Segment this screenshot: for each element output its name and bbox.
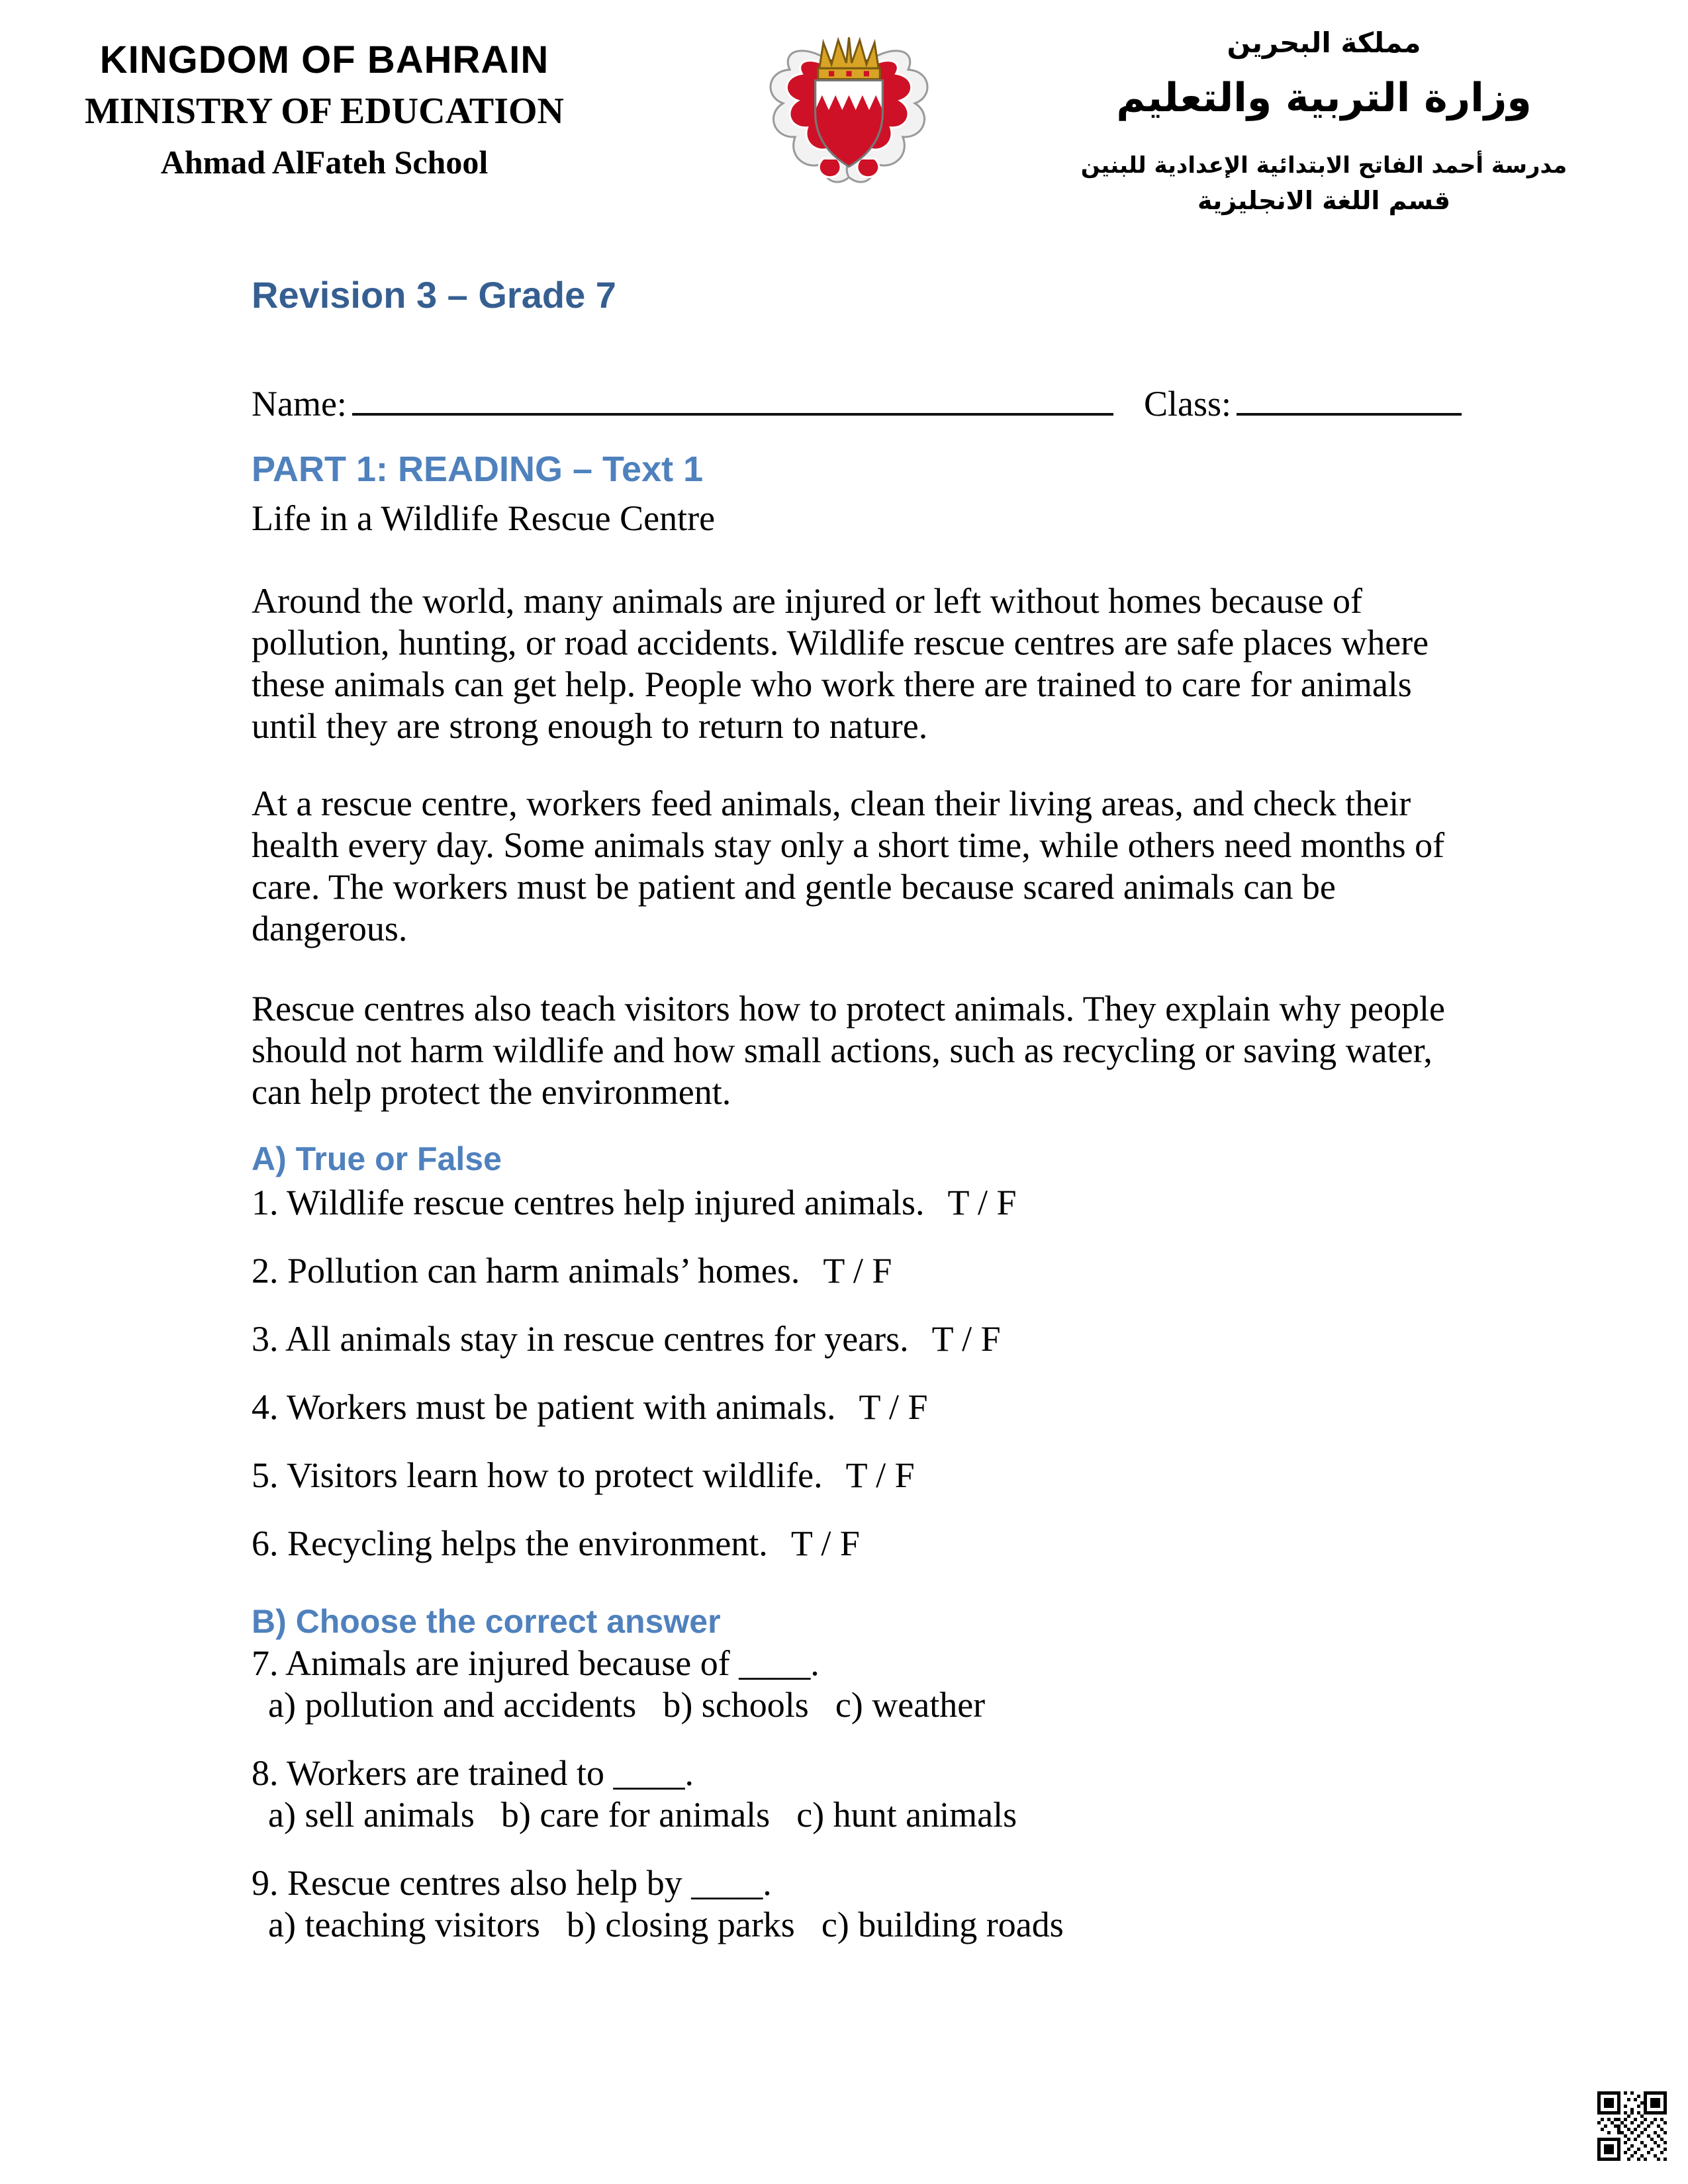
tf-choices: T / F <box>823 1251 892 1291</box>
arabic-ministry: وزارة التربية والتعليم <box>1116 75 1532 121</box>
tf-choices: T / F <box>845 1455 915 1495</box>
name-class-row <box>252 383 1453 425</box>
passage-paragraph-3: Rescue centres also teach visitors how to protect animals. They explain why people should not harm wildlife and how small actions, such as recycling or saving water, can help protect the environment. <box>252 989 1445 1112</box>
school-header-english <box>63 38 586 181</box>
passage-title: Life in a Wildlife Rescue Centre <box>252 498 716 538</box>
mcq-option-b: b) closing parks <box>566 1905 795 1944</box>
tf-question-2 <box>252 1250 1453 1292</box>
tf-question-text: 4. Workers must be patient with animals. <box>252 1387 836 1427</box>
arabic-kingdom: مملكة البحرين <box>1227 26 1421 59</box>
tf-question-text: 2. Pollution can harm animals’ homes. <box>252 1251 800 1291</box>
part1-heading: PART 1: READING – Text 1 <box>252 449 704 489</box>
section-b-heading: B) Choose the correct answer <box>252 1603 721 1640</box>
class-label: Class: <box>1143 384 1231 424</box>
mcq-stem: 8. Workers are trained to ____. <box>252 1753 694 1793</box>
mcq-options <box>252 1684 1453 1726</box>
worksheet-body <box>252 255 1453 1946</box>
mcq-option-a: a) teaching visitors <box>268 1905 540 1944</box>
passage-paragraph-2: At a rescue centre, workers feed animals, clean their living areas, and check their health every day. Some animals stay only a short time, while others need months of care. The workers must be patient and gentle because scared animals can be dangerous. <box>252 784 1445 948</box>
crown-points <box>820 37 878 68</box>
mcq-option-b: b) schools <box>663 1685 809 1725</box>
school-line: Ahmad AlFateh School <box>160 144 489 181</box>
name-label: Name: <box>252 384 347 424</box>
passage-paragraph-1: Around the world, many animals are injured or left without homes because of pollution, hunting, or road accidents. Wildlife rescue centres are safe places where these animals can get help. People who work there are trained to care for animals until they are strong enough to return to nature. <box>252 581 1429 746</box>
mcq-option-c: c) hunt animals <box>796 1795 1017 1835</box>
mcq-question-9 <box>252 1862 1453 1946</box>
tf-question-text: 5. Visitors learn how to protect wildlife. <box>252 1455 823 1495</box>
class-blank <box>1237 387 1462 416</box>
school-header-arabic <box>1059 25 1589 217</box>
tf-question-text: 6. Recycling helps the environment. <box>252 1524 768 1563</box>
tf-question-3 <box>252 1318 1453 1360</box>
kingdom-line: KINGDOM OF BAHRAIN <box>99 38 549 81</box>
page-title: Revision 3 – Grade 7 <box>252 274 616 316</box>
arabic-department: قسم اللغة الانجليزية <box>1197 186 1451 215</box>
mcq-option-c: c) weather <box>835 1685 986 1725</box>
name-blank <box>352 387 1113 416</box>
bahrain-crest <box>748 30 950 209</box>
mcq-option-a: a) sell animals <box>268 1795 475 1835</box>
tf-choices: T / F <box>931 1319 1001 1359</box>
mcq-question-7 <box>252 1643 1453 1726</box>
mcq-option-c: c) building roads <box>821 1905 1064 1944</box>
mcq-option-b: b) care for animals <box>500 1795 771 1835</box>
qr-code <box>1597 2091 1667 2161</box>
tf-question-4 <box>252 1387 1453 1428</box>
tf-question-5 <box>252 1455 1453 1496</box>
tf-question-6 <box>252 1523 1453 1565</box>
mcq-option-a: a) pollution and accidents <box>268 1685 637 1725</box>
section-a-heading: A) True or False <box>252 1140 502 1177</box>
mcq-options <box>252 1794 1453 1836</box>
tf-question-1 <box>252 1182 1453 1224</box>
tf-question-text: 1. Wildlife rescue centres help injured animals. <box>252 1183 925 1222</box>
tf-choices: T / F <box>790 1524 860 1563</box>
mcq-stem: 7. Animals are injured because of ____. <box>252 1643 820 1683</box>
ministry-line: MINISTRY OF EDUCATION <box>84 91 564 132</box>
tf-choices: T / F <box>859 1387 928 1427</box>
tf-choices: T / F <box>947 1183 1017 1222</box>
mcq-options <box>252 1904 1453 1946</box>
mcq-stem: 9. Rescue centres also help by ____. <box>252 1863 772 1903</box>
tf-question-text: 3. All animals stay in rescue centres for years. <box>252 1319 909 1359</box>
mcq-question-8 <box>252 1752 1453 1836</box>
arabic-school-name: مدرسة أحمد الفاتح الابتدائية الإعدادية للبنين <box>1080 152 1568 179</box>
